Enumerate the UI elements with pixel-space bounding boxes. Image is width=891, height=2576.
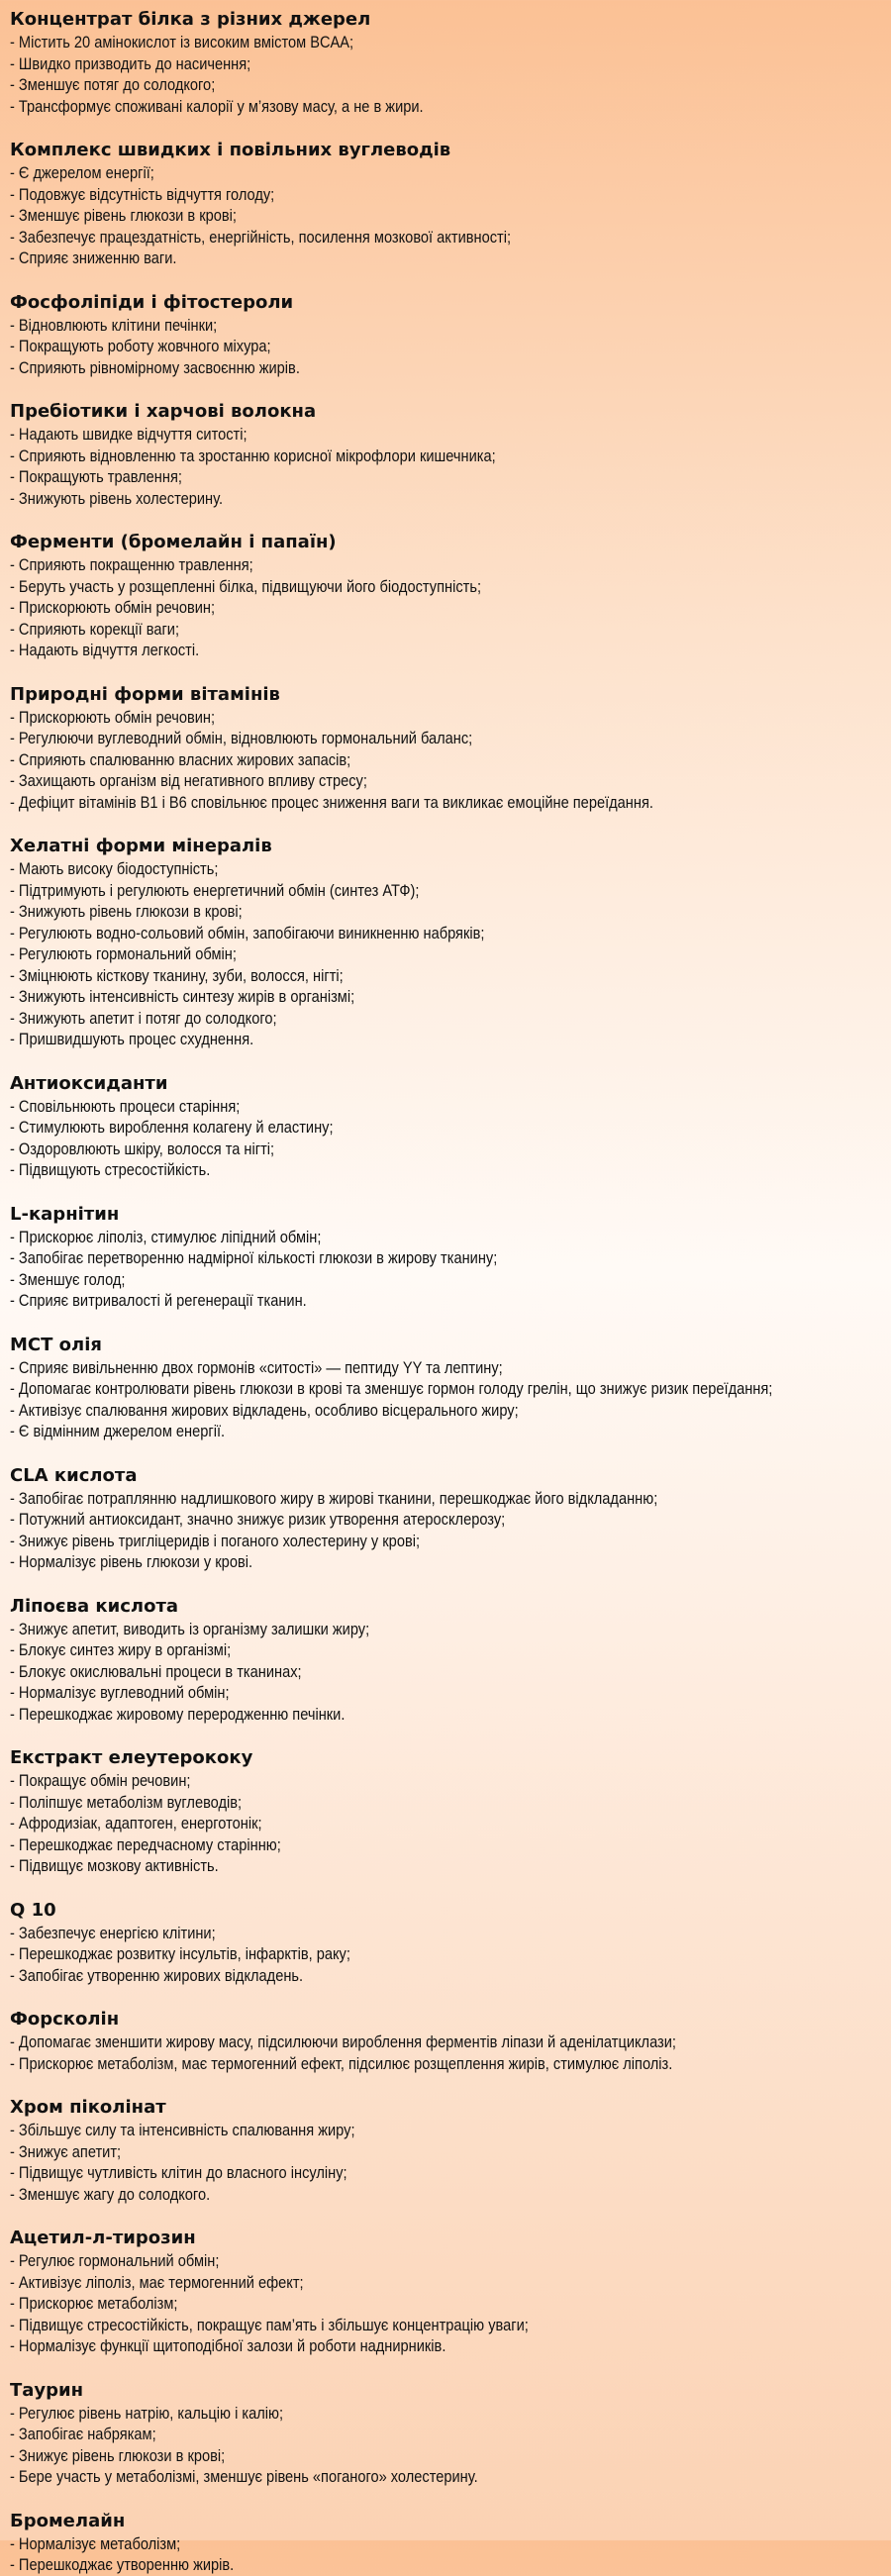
benefit-item: - Регулюють гормональний обмін; (10, 944, 237, 963)
benefit-item: - Знижує апетит, виводить із організму залишки жиру; (10, 1619, 370, 1638)
benefit-list (10, 1923, 891, 1987)
benefit-item: - Покращують роботу жовчного міхура; (10, 337, 271, 355)
ingredient-section (10, 2510, 891, 2576)
benefit-list (10, 554, 891, 661)
benefit-item: - Покращує обмін речовин; (10, 1771, 191, 1790)
section-title: Фосфоліпіди і фітостероли (10, 291, 294, 313)
benefit-item: - Знижує рівень тригліцеридів і поганого холестерину у крові; (10, 1531, 421, 1550)
benefit-item: - Забезпечує енергією клітини; (10, 1923, 216, 1942)
ingredient-section (10, 291, 891, 379)
benefit-item: - Перешкоджає жировому переродженню печінки. (10, 1704, 346, 1724)
benefit-item: - Запобігає утворенню жирових відкладень. (10, 1965, 304, 1985)
benefit-list (10, 2250, 891, 2357)
ingredient-section (10, 2379, 891, 2488)
ingredient-section (10, 683, 891, 814)
benefit-list (10, 858, 891, 1050)
benefit-list (10, 2533, 891, 2576)
ingredient-section (10, 2227, 891, 2357)
benefit-list (10, 1770, 891, 1877)
ingredient-section (10, 8, 891, 117)
benefit-item: - Трансформує споживані калорії у м’язову масу, а не в жири. (10, 96, 424, 116)
benefit-item: - Зменшує потяг до солодкого; (10, 75, 216, 94)
benefit-item: - Запобігає потраплянню надлишкового жиру в жирові тканини, перешкоджає його відкладанню; (10, 1488, 658, 1508)
benefit-item: - Підвищують стресостійкість. (10, 1160, 211, 1179)
benefit-list (10, 2031, 891, 2074)
benefit-item: - Зменшує рівень глюкози в крові; (10, 206, 237, 225)
benefit-item: - Запобігає набрякам; (10, 2425, 156, 2443)
benefit-item: - Потужний антиоксидант, значно знижує ризик утворення атеросклерозу; (10, 1510, 506, 1529)
benefit-item: - Блокує окислювальні процеси в тканинах; (10, 1661, 302, 1681)
section-title: CLA кислота (10, 1464, 138, 1486)
benefit-item: - Активізує ліполіз, має термогенний ефект; (10, 2272, 304, 2292)
ingredient-section (10, 1072, 891, 1181)
benefit-item: - Нормалізує вуглеводний обмін; (10, 1683, 230, 1702)
benefit-item: - Подовжує відсутність відчуття голоду; (10, 184, 275, 204)
benefit-item: - Мають високу біодоступність; (10, 859, 219, 878)
benefit-item: - Допомагає зменшити жирову масу, підсилюючи вироблення ферментів ліпази й аденілатциклази; (10, 2032, 676, 2051)
benefit-item: - Знижують рівень холестерину. (10, 488, 224, 508)
benefit-item: - Забезпечує працездатність, енергійність, посилення мозкової активності; (10, 227, 512, 247)
benefit-item: - Перешкоджає передчасному старінню; (10, 1834, 281, 1854)
benefit-list (10, 1096, 891, 1181)
benefit-item: - Містить 20 амінокислот із високим вмістом BCAA; (10, 33, 354, 51)
benefit-item: - Сприяє зниженню ваги. (10, 248, 177, 267)
benefit-item: - Сприяє вивільненню двох гормонів «ситості» — пептиду YY та лептину; (10, 1357, 503, 1377)
benefit-list (10, 315, 891, 379)
section-title: L-карнітин (10, 1203, 120, 1225)
benefit-item: - Знижують інтенсивність синтезу жирів в організмі; (10, 987, 355, 1006)
section-title: Комплекс швидких і повільних вуглеводів (10, 140, 451, 160)
section-title: МСТ олія (10, 1334, 102, 1355)
benefit-item: - Регулюють водно-сольовий обмін, запобігаючи виникненню набряків; (10, 923, 485, 942)
benefit-item: - Запобігає перетворенню надмірної кількості глюкози в жирову тканину; (10, 1248, 498, 1267)
ingredient-section (10, 139, 891, 269)
benefit-item: - Відновлюють клітини печінки; (10, 315, 218, 335)
benefit-item: - Прискорює метаболізм; (10, 2294, 178, 2313)
benefit-item: - Є відмінним джерелом енергії. (10, 1422, 226, 1440)
ingredient-section (10, 1746, 891, 1877)
section-title: Ацетил-л-тирозин (10, 2228, 196, 2248)
benefit-list (10, 32, 891, 117)
benefit-item: - Є джерелом енергії; (10, 163, 154, 182)
benefit-item: - Покращують травлення; (10, 467, 182, 486)
ingredient-section (10, 1334, 891, 1442)
benefit-item: - Сповільнюють процеси старіння; (10, 1096, 241, 1116)
benefit-item: - Блокує синтез жиру в організмі; (10, 1640, 232, 1659)
benefit-item: - Зміцнюють кісткову тканину, зуби, волосся, нігті; (10, 965, 344, 985)
section-title: Пребіотики і харчові волокна (10, 401, 317, 422)
section-title: Екстракт елеутерококу (10, 1747, 253, 1768)
benefit-list (10, 1488, 891, 1573)
section-title: Природні форми вітамінів (10, 683, 280, 705)
ingredient-section (10, 531, 891, 661)
ingredient-section (10, 400, 891, 509)
section-title: Антиоксиданти (10, 1072, 168, 1094)
section-title: Хром пiколiнат (10, 2097, 166, 2118)
benefit-item: - Сприяють відновленню та зростанню корисної мікрофлори кишечника; (10, 446, 496, 465)
ingredient-section (10, 2096, 891, 2205)
section-title: Q 10 (10, 1899, 56, 1921)
benefit-item: - Регулює рівень натрію, кальцію і калію; (10, 2403, 284, 2423)
benefit-item: - Знижують рівень глюкози в крові; (10, 902, 243, 921)
benefit-item: - Підвищує чутливість клітин до власного інсуліну; (10, 2163, 347, 2182)
ingredient-section (10, 1203, 891, 1312)
benefit-item: - Сприяють корекції ваги; (10, 619, 180, 639)
benefit-item: - Зменшує жагу до солодкого. (10, 2184, 211, 2204)
benefit-item: - Швидко призводить до насичення; (10, 53, 251, 73)
benefit-item: - Бере участь у метаболізмі, зменшує рівень «поганого» холестерину. (10, 2467, 478, 2486)
benefit-item: - Зменшує голод; (10, 1269, 126, 1289)
benefit-item: - Оздоровлюють шкіру, волосся та нігті; (10, 1139, 275, 1158)
section-title: Концентрат білка з різних джерел (10, 9, 371, 30)
benefit-list (10, 1227, 891, 1312)
benefit-list (10, 2403, 891, 2488)
benefit-item: - Знижує апетит; (10, 2141, 122, 2161)
benefit-item: - Прискорюють обмін речовин; (10, 598, 216, 617)
section-title: Форсколін (10, 2009, 120, 2030)
benefit-item: - Стимулюють вироблення колагену й еластину; (10, 1118, 334, 1137)
benefit-list (10, 2120, 891, 2205)
benefit-item: - Сприяють покращенню травлення; (10, 555, 253, 574)
benefit-item: - Нормалізує метаболізм; (10, 2533, 181, 2553)
benefit-item: - Нормалізує функції щитоподібної залози й роботи наднирників. (10, 2336, 446, 2355)
benefit-item: - Знижує рівень глюкози в крові; (10, 2445, 226, 2465)
benefit-list (10, 707, 891, 814)
section-title: Таурин (10, 2379, 84, 2401)
benefit-item: - Підвищує мозкову активність. (10, 1856, 219, 1875)
section-title: Бромелайн (10, 2510, 126, 2531)
ingredient-section (10, 2008, 891, 2074)
section-title: Ферменти (бромелайн і папаїн) (10, 532, 337, 552)
ingredient-section (10, 835, 891, 1050)
benefit-item: - Надають відчуття легкості. (10, 641, 200, 659)
benefit-item: - Захищають організм від негативного впливу стресу; (10, 771, 367, 790)
ingredient-section (10, 1899, 891, 1987)
benefit-item: - Перешкоджає утворенню жирів. (10, 2555, 235, 2574)
benefit-item: - Поліпшує метаболізм вуглеводів; (10, 1792, 243, 1812)
benefit-list (10, 424, 891, 509)
benefit-list (10, 1357, 891, 1442)
benefit-item: - Сприяє витривалості й регенерації тканин. (10, 1291, 307, 1310)
benefit-item: - Нормалізує рівень глюкози у крові. (10, 1552, 253, 1571)
benefit-item: - Дефіцит вітамінів B1 і B6 сповільнює процес зниження ваги та викликає емоційне переїдання. (10, 792, 653, 812)
benefit-item: - Прискорює метаболізм, має термогенний ефект, підсилює розщеплення жирів, стимулює ліполіз. (10, 2053, 673, 2073)
benefit-item: - Знижують апетит і потяг до солодкого; (10, 1008, 277, 1028)
benefit-item: - Прискорює ліполіз, стимулює ліпідний обмін; (10, 1227, 322, 1246)
benefit-item: - Перешкоджає розвитку інсультів, інфарктів, раку; (10, 1944, 350, 1963)
section-title: Хелатні форми мінералів (10, 836, 272, 856)
benefit-list (10, 1619, 891, 1726)
benefit-item: - Регулює гормональний обмін; (10, 2251, 220, 2270)
benefit-item: - Беруть участь у розщепленні білка, підвищуючи його біодоступність; (10, 576, 482, 596)
benefit-item: - Підтримують і регулюють енергетичний обмін (синтез АТФ); (10, 880, 420, 900)
benefit-item: - Прискорюють обмін речовин; (10, 707, 216, 727)
benefit-item: - Пришвидшують процес схуднення. (10, 1030, 254, 1048)
benefit-item: - Активізує спалювання жирових відкладень, особливо вісцерального жиру; (10, 1400, 519, 1420)
ingredient-section (10, 1595, 891, 1726)
benefit-item: - Сприяють рівномірному засвоєнню жирів. (10, 357, 300, 377)
benefit-item: - Допомагає контролювати рівень глюкози в крові та зменшує гормон голоду грелін, що знижує ризик переїдання; (10, 1379, 773, 1398)
section-title: Ліпоєва кислота (10, 1595, 179, 1617)
ingredient-section (10, 1464, 891, 1573)
benefit-item: - Сприяють спалюванню власних жирових запасів; (10, 749, 351, 769)
benefit-item: - Підвищує стресостійкість, покращує пам’ять і збільшує концентрацію уваги; (10, 2315, 529, 2334)
benefit-item: - Афродизіак, адаптоген, енерготонік; (10, 1814, 262, 1833)
benefit-item: - Збільшує силу та інтенсивність спалювання жиру; (10, 2121, 355, 2139)
benefit-item: - Надають швидке відчуття ситості; (10, 425, 248, 444)
benefit-list (10, 162, 891, 269)
benefit-item: - Регулюючи вуглеводний обмін, відновлюють гормональний баланс; (10, 729, 473, 747)
